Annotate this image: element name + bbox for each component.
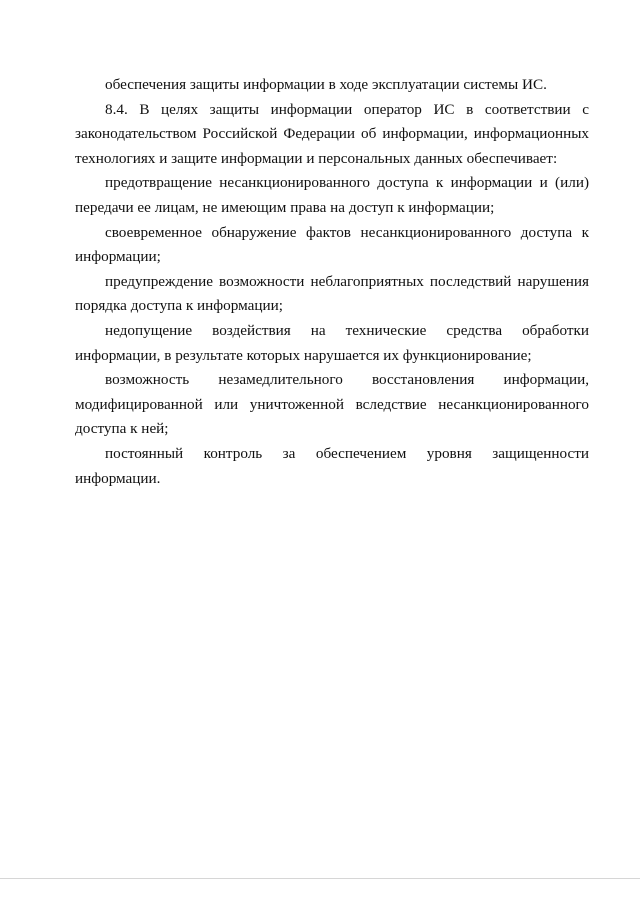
page-bottom-divider [0, 878, 640, 879]
list-item-warning: предупреждение возможности неблагоприятных последствий нарушения порядка доступа к информации; [75, 272, 589, 315]
paragraph-section-8-4: 8.4. В целях защиты информации оператор ИС в соответствии с законодательством Российской Федерации об информации, информационных технологиях и защите информации и персональных данных обеспечивает: [75, 100, 589, 167]
paragraph-continuation: обеспечения защиты информации в ходе эксплуатации системы ИС. [105, 76, 547, 93]
document-body [75, 73, 589, 491]
list-item-control: постоянный контроль за обеспечением уровня защищенности информации. [75, 444, 589, 487]
list-item-prevention: предотвращение несанкционированного доступа к информации и (или) передачи ее лицам, не имеющим права на доступ к информации; [75, 174, 589, 216]
list-item-recovery: возможность незамедлительного восстановления информации, модифицированной или уничтоженной вследствие несанкционированного доступа к ней; [75, 371, 589, 438]
list-item-detection: своевременное обнаружение фактов несанкционированного доступа к информации; [75, 223, 589, 266]
list-item-no-impact: недопущение воздействия на технические средства обработки информации, в результате которых нарушается их функционирование; [75, 321, 589, 364]
